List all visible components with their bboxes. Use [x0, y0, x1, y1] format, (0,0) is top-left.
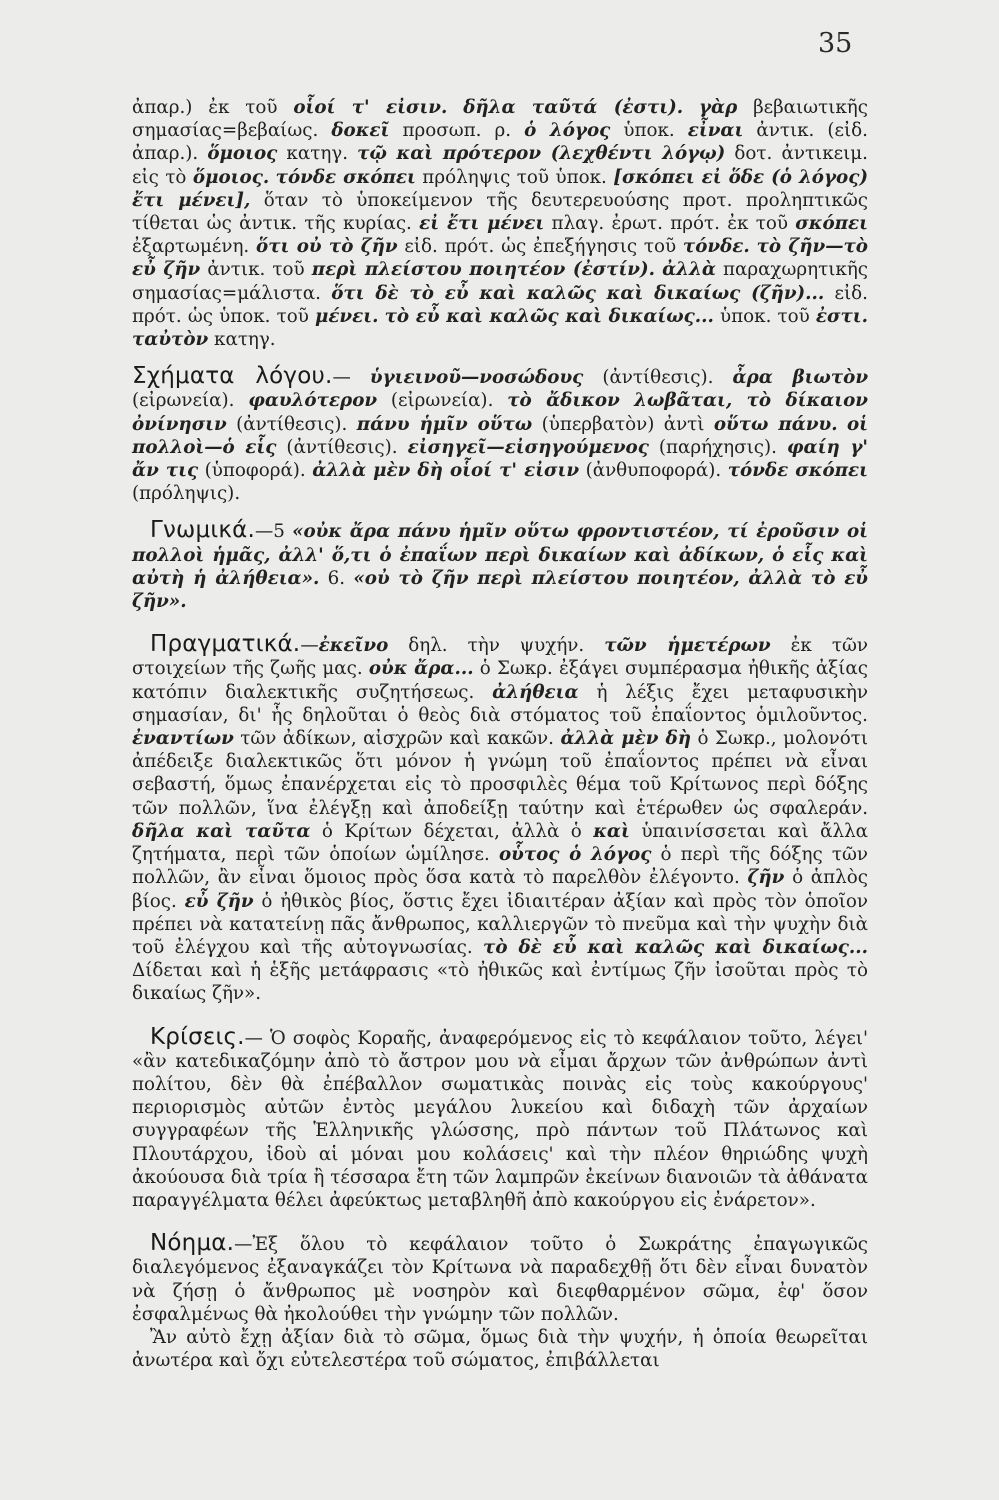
text-run	[838, 414, 847, 435]
greek-quote: δῆλα καὶ ταῦτα	[132, 820, 311, 842]
text-run: εἰδ. πρότ. ὡς ἐπεξήγησις τοῦ	[397, 236, 683, 258]
greek-quote: ἐκεῖνο	[318, 635, 389, 657]
greek-quote: «οὐ τὸ ζῆν περὶ πλείστου ποιητέον, ἀλλὰ τὸ εὖ ζῆν».	[132, 567, 868, 613]
page-number: 35	[818, 28, 853, 59]
greek-quote: πάνυ ἡμῖν οὕτω	[356, 413, 533, 435]
text-run: —Ἐξ ὅλου τὸ κεφάλαιον τοῦτο ὁ Σωκράτης ἐπαγωγικῶς διαλεγόμενος ἐξαναγκάζει τὸν Κρίτωνα νὰ παραδεχθῇ ὅτι δὲν εἶναι δυνατὸν νὰ ζήσῃ ὁ ἄνθρωπος μὲ νοσηρὸν καὶ διεφθαρμένον σῶμα, ἐφ' ὅσον ἐσφαλμένως θὰ ἠκολούθει τὴν γνώμην τῶν πολλῶν.	[132, 1234, 868, 1325]
text-run: 6.	[319, 567, 354, 589]
text-run: κατηγ.	[208, 329, 276, 351]
section-heading: Νόημα.	[150, 1230, 235, 1257]
greek-quote: ἐναντίων	[132, 728, 234, 750]
section-heading: Σχήματα λόγου.	[132, 363, 333, 390]
text-run: εἰδ. πρότ. ὡς ὑποκ. τοῦ	[132, 282, 868, 327]
greek-quote: ταὐτὸν	[132, 329, 209, 351]
text-run: δηλ. τὴν ψυχήν.	[388, 635, 605, 657]
greek-quote: τὸ εὖ καὶ καλῶς καὶ δικαίως...	[384, 305, 714, 327]
text-run: (ἀντίθεσις).	[583, 367, 733, 389]
text-run: ὁ ἁπλὸς βίος.	[132, 867, 868, 912]
greek-quote: ὅμοιος.	[192, 166, 270, 188]
text-run	[750, 236, 757, 257]
text-run: (ἀντίθεσις).	[276, 436, 408, 458]
greek-quote: εἶναι	[687, 120, 744, 142]
text-run: (ἀνθυποφορά).	[579, 460, 728, 482]
section-heading: Πραγματικά.	[150, 631, 301, 658]
text-run: — Ὁ σοφὸς Κοραῆς, ἀναφερόμενος εἰς τὸ κεφάλαιον τοῦτο, λέγει' «ἂν κατεδικαζόμην ἀπὸ τὸ ἄστρον μου νὰ εἶμαι ἄρχων τῶν ἀνθρώπων ἀντὶ πολίτου, δὲν θὰ ἐπέβαλλον σωματικὰς ποινὰς εἰς τοὺς κακούργους' περιορισμὸς αὐτῶν ἐντὸς μεγάλου λυκείου καὶ διδαχὴ τῶν ἀρχαίων συγγραφέων τῆς Ἑλληνικῆς γλώσσης, πρὸ πάντων τοῦ Πλάτωνος καὶ Πλουτάρχου, ἰδοὺ αἱ μόναι μου κολάσεις' καὶ τὴν πλέον θηριώδης ψυχὴ ἀκούουσα διὰ τρία ἢ τέσσαρα ἔτη τῶν λαμπρῶν ἐκείνων διανοιῶν τὰ ἀθάνατα παραγγέλματα θέλει ἀφεύκτως μεταβληθῆ ἀπὸ κακούργου εἰς ἐνάρετον».	[132, 1027, 868, 1211]
text-run: ὁ περὶ τῆς δόξης τῶν πολλῶν, ἂν εἶναι ὅμοιος πρὸς ὅσα κατὰ τὸ παρελθὸν ἐλέγοντο.	[132, 844, 868, 889]
text-run: ὁ ἠθικὸς βίος, ὅστις ἔχει ἰδιαιτέραν ἀξίαν καὶ πρὸς τὸν ὁποῖον πρέπει νὰ κατατείνῃ πᾶς ἄνθρωπος, καλλιεργῶν τὸ πνεῦμα καὶ τὴν ψυχὴν διὰ τοῦ ἐλέγχου καὶ τῆς αὐτογνωσίας.	[132, 890, 868, 958]
greek-quote: εὖ ζῆν	[184, 890, 254, 912]
text-run	[447, 97, 463, 118]
paragraph	[132, 1326, 868, 1372]
text-run: ὑπαινίσσεται καὶ ἄλλα ζητήματα, περὶ τῶν ὁποίων ὡμίλησε.	[132, 820, 869, 866]
text-run	[683, 97, 699, 118]
text-run: —5	[254, 521, 293, 543]
text-run: ὑποκ. τοῦ	[713, 305, 816, 327]
text-run: (πρόληψις).	[132, 483, 241, 505]
greek-quote: [σκόπει εἰ ὅδε (ὁ λόγος) ἔτι μένει],	[132, 166, 869, 211]
text-run: (παρήχησις).	[648, 436, 787, 458]
greek-quote: φαίη γ' ἄν τις	[132, 436, 868, 482]
text-run: προσωπ. ρ.	[389, 120, 525, 142]
text-run: ἡ λέξις ἔχει μεταφυσικὴν σημασίαν, δι' ἧς δηλοῦται ὁ θεὸς διὰ στόματος τοῦ ἐπαΐοντος ὁμιλοῦντος.	[132, 681, 868, 726]
greek-quote: ἀλλὰ	[662, 259, 716, 281]
text-run: ἐκ τῶν στοιχείων τῆς ζωῆς μας.	[132, 635, 868, 680]
greek-quote: μένει.	[314, 305, 379, 327]
text-run: (εἰρωνεία).	[377, 390, 508, 412]
greek-quote: καὶ	[593, 820, 630, 842]
text-run: Ἂν αὐτὸ ἔχῃ ἀξίαν διὰ τὸ σῶμα, ὅμως διὰ τὴν ψυχήν, ἡ ὁποία θεωρεῖται ἀνωτέρα καὶ ὄχι εὐτελεστέρα τοῦ σώματος, ἐπιβάλλεται	[132, 1326, 868, 1372]
text-run: (εἰρωνεία).	[132, 390, 249, 412]
text-run: παραχωρητικῆς σημασίας=μάλιστα.	[132, 259, 869, 304]
greek-quote: ὅτι δὲ τὸ εὖ καὶ καλῶς καὶ δικαίως (ζῆν)...	[331, 282, 825, 304]
text-run: (ἀντίθεσις).	[226, 413, 357, 435]
greek-quote: τὸ ζῆν—τὸ εὖ ζῆν	[132, 236, 868, 281]
text-run: —	[332, 367, 370, 389]
text-run: κατηγ.	[277, 143, 358, 165]
greek-quote: δοκεῖ	[331, 120, 390, 142]
greek-quote: οἷοί τ' εἰσιν.	[293, 97, 448, 118]
greek-quote: σκόπει	[795, 213, 869, 235]
greek-quote: δῆλα ταῦτά (ἐστι).	[463, 97, 684, 118]
greek-quote: εἰ ἔτι μένει	[419, 213, 545, 235]
greek-quote: οὕτω πάνυ.	[713, 413, 838, 435]
text-run: πλαγ. ἐρωτ. πρότ. ἐκ τοῦ	[544, 213, 796, 235]
greek-quote: ἀλήθεια	[492, 681, 579, 703]
text-run: πρόληψις τοῦ ὑποκ.	[415, 166, 614, 188]
text-run: ἀντικ. τοῦ	[200, 259, 312, 281]
section-heading: Γνωμικά.	[150, 517, 255, 544]
greek-quote: οὐκ ἄρα...	[368, 658, 474, 680]
text-run: ὁ Σωκρ. ἐξάγει συμπέρασμα ἠθικῆς ἀξίας κατόπιν διαλεκτικῆς συζητήσεως.	[132, 658, 868, 703]
greek-quote: ὑγιεινοῦ—νοσώδους	[369, 367, 584, 389]
greek-quote: γὰρ	[698, 97, 738, 118]
text-run: ὅταν τὸ ὑποκείμενον τῆς δευτερευούσης προτ. προληπτικῶς τίθεται ὡς ἀντικ. τῆς κυρίας.	[132, 189, 868, 235]
text-run: Δίδεται καὶ ἡ ἑξῆς μετάφρασις «τὸ ἠθικῶς καὶ ἐντίμως ζῆν ἰσοῦται πρὸς τὸ δικαίως ζῆν».	[132, 960, 868, 1005]
greek-quote: ὅμοιος	[207, 143, 278, 165]
greek-quote: ἀλλὰ μὲν δὴ	[560, 728, 691, 750]
greek-quote: οὗτος ὁ λόγος	[498, 844, 652, 866]
greek-quote: ἀλλὰ μὲν δὴ οἷοί τ' εἰσιν	[312, 460, 580, 482]
text-run: ἀντικ. (εἰδ. ἀπαρ.).	[132, 120, 868, 165]
greek-quote: ζῆν	[747, 867, 785, 889]
text-run: ἐξαρτωμένη.	[132, 236, 257, 258]
text-run: τῶν ἀδίκων, αἰσχρῶν καὶ κακῶν.	[233, 728, 561, 750]
paragraph	[132, 1023, 868, 1213]
greek-quote: ὅτι οὐ τὸ ζῆν	[256, 236, 398, 258]
greek-quote: φαυλότερον	[248, 390, 378, 412]
greek-quote: ἆρα βιωτὸν	[732, 367, 869, 389]
greek-quote: οἱ πολλοὶ—ὁ εἷς	[132, 413, 869, 458]
greek-quote: εἰσηγεῖ—εἰσηγούμενος	[407, 436, 649, 458]
greek-quote: περὶ πλείστου ποιητέον (ἐστίν).	[311, 259, 656, 281]
greek-quote: τὸ δὲ εὖ καὶ καλῶς καὶ δικαίως...	[483, 936, 868, 958]
section-heading: Κρίσεις.	[150, 1023, 245, 1050]
paragraph	[132, 1232, 868, 1326]
paragraph	[132, 96, 868, 351]
text-run: ὁ Σωκρ., μολονότι ἀπέδειξε διαλεκτικῶς ὅτι μόνον ἡ γνώμη τοῦ ἐπαΐοντος πρέπει νὰ εἶναι σεβαστή, ὅμως ἐπανέρχεται εἰς τὸ προσφιλὲς θέμα τοῦ Κρίτωνος περὶ δόξης τῶν πολλῶν, ἵνα ἐλέγξῃ καὶ ἀποδείξῃ ταύτην καὶ ἑτέρωθεν ὡς σφαλεράν.	[132, 728, 868, 819]
text-run: (ὑποφορά).	[198, 460, 313, 482]
greek-quote: τόνδε.	[682, 236, 750, 258]
greek-quote: ἐστι.	[815, 305, 868, 327]
greek-quote: τῷ καὶ πρότερον (λεχθέντι λόγῳ)	[357, 143, 726, 165]
text-run: (ὑπερβατὸν) ἀντὶ	[532, 413, 714, 435]
greek-quote: τόνδε σκόπει	[275, 166, 416, 188]
text-run: ἀπαρ.) ἐκ τοῦ	[132, 97, 294, 118]
text-run: ὑποκ.	[610, 120, 688, 142]
text-run: ὁ Κρίτων δέχεται, ἀλλὰ ὁ	[310, 820, 594, 842]
greek-quote: τὸ ἄδικον λωβᾶται, τὸ δίκαιον ὀνίνησιν	[132, 390, 868, 435]
text-run: —	[300, 635, 319, 657]
greek-quote: τόνδε σκόπει	[727, 460, 868, 482]
paragraph	[132, 633, 868, 1005]
greek-quote: ὁ λόγος	[524, 120, 611, 142]
greek-quote: τῶν ἡμετέρων	[604, 635, 771, 657]
paragraph	[132, 365, 868, 505]
greek-quote: «οὐκ ἄρα πάνυ ἡμῖν οὕτω φροντιστέον, τί ἐροῦσιν οἱ πολλοὶ ἡμᾶς, ἀλλ' ὅ,τι ὁ ἐπαΐων περὶ δικαίων καὶ ἀδίκων, ὁ εἷς καὶ αὐτὴ ἡ ἀλήθεια».	[132, 521, 868, 589]
text-run: βεβαιωτικῆς σημασίας=βεβαίως.	[132, 97, 868, 142]
text-run: δοτ. ἀντικειμ. εἰς τὸ	[132, 143, 868, 188]
page-body	[132, 96, 868, 1372]
paragraph	[132, 519, 868, 613]
